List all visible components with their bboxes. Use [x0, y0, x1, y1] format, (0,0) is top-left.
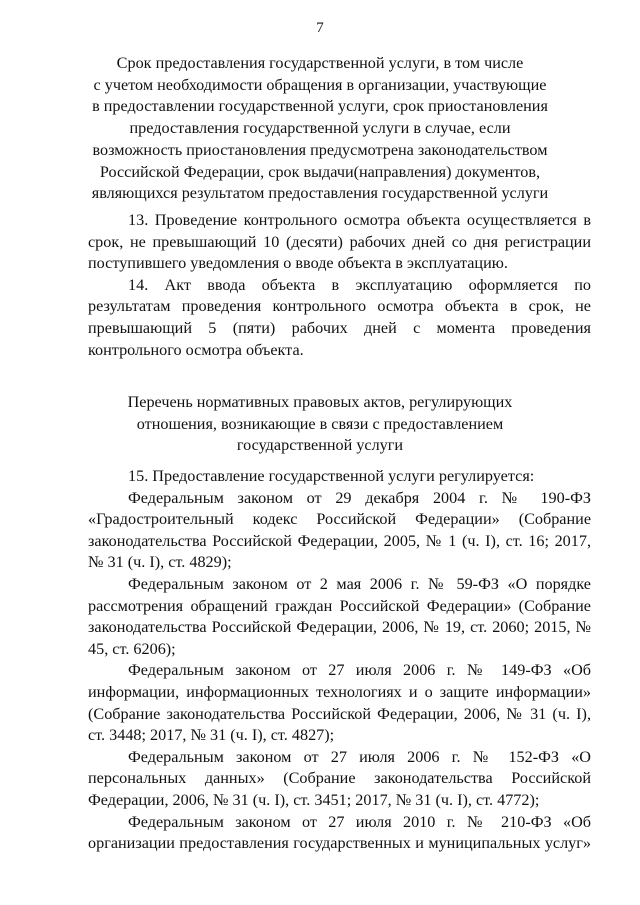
heading-line: являющихся результатом предоставления государственной услуги	[91, 184, 549, 203]
law-item-149-fz: Федеральным законом от 27 июля 2006 г. № 149-ФЗ «Об информации, информационных технологиях и о защите информации» (Собрание законодательства Российской Федерации, 2006, № 31 (ч. I), ст. 3448; 2017, № 31 (ч. I), ст. 4827);	[88, 661, 591, 745]
law-item-152-fz: Федеральным законом от 27 июля 2006 г. № 152-ФЗ «О персональных данных» (Собрание законодательства Российской Федерации, 2006, № 31 (ч. I), ст. 3451; 2017, № 31 (ч. I), ст. 4772);	[88, 747, 591, 809]
heading-line: отношения, возникающие в связи с предоставлением	[136, 414, 504, 433]
paragraph-15: 15. Предоставление государственной услуги регулируется:	[128, 467, 535, 485]
heading-line: Срок предоставления государственной услуги, в том числе	[116, 54, 524, 72]
paragraph-14: 14. Акт ввода объекта в эксплуатацию оформляется по результатам проведения контрольного осмотра объекта в срок, не превышающий 5 (пяти) рабочих дней с момента проведения контрольного осмотра объекта.	[88, 275, 591, 359]
section-heading-legal-acts	[80, 392, 560, 457]
heading-line: государственной услуги	[236, 436, 404, 455]
law-item-210-fz: Федеральным законом от 27 июля 2010 г. № 210-ФЗ «Об организации предоставления государственных и муниципальных услуг»	[88, 812, 591, 853]
section-heading-service-term	[80, 53, 560, 205]
section-body-legal-acts	[88, 466, 591, 855]
section-body-service-term	[88, 210, 591, 361]
heading-line: возможность приостановления предусмотрена законодательством	[92, 140, 548, 159]
law-item-59-fz: Федеральным законом от 2 мая 2006 г. № 59-ФЗ «О порядке рассмотрения обращений граждан Российской Федерации» (Собрание законодательства Российской Федерации, 2006, № 19, ст. 2060; 2015, № 45, ст. 6206);	[88, 574, 591, 658]
paragraph-13: 13. Проведение контрольного осмотра объекта осуществляется в срок, не превышающий 10 (десяти) рабочих дней со дня регистрации поступившего уведомления о вводе объекта в эксплуатацию.	[88, 211, 591, 273]
heading-line: в предоставлении государственной услуги, срок приостановления	[92, 97, 548, 116]
law-item-190-fz: Федеральным законом от 29 декабря 2004 г. № 190-ФЗ «Градостроительный кодекс Российской Федерации» (Собрание законодательства Российской Федерации, 2005, № 1 (ч. I), ст. 16; 2017, № 31 (ч. I), ст. 4829);	[88, 488, 591, 572]
page-number: 7	[316, 20, 324, 36]
heading-line: Российской Федерации, срок выдачи(направления) документов,	[99, 162, 541, 181]
heading-line: Перечень нормативных правовых актов, регулирующих	[127, 393, 513, 411]
heading-line: с учетом необходимости обращения в организации, участвующие	[93, 75, 547, 94]
heading-line: предоставления государственной услуги в случае, если	[129, 119, 511, 138]
